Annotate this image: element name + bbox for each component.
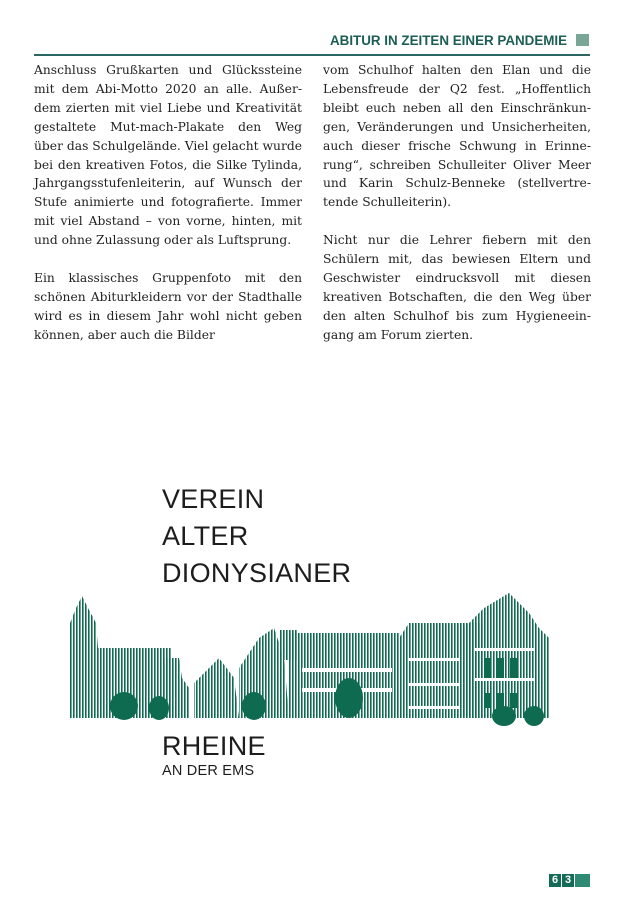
logo-city-subtitle: AN DER EMS bbox=[162, 763, 255, 779]
logo-title-line3: DIONYSIANER bbox=[162, 558, 352, 588]
article-left-column bbox=[34, 61, 302, 363]
logo-city: RHEINE bbox=[162, 731, 266, 761]
article-right-column bbox=[323, 61, 591, 363]
header-title: ABITUR IN ZEITEN EINER PANDEMIE bbox=[330, 33, 568, 48]
logo-title-line1: VEREIN bbox=[162, 484, 265, 514]
page-number bbox=[549, 874, 590, 887]
page-number-decoration bbox=[575, 874, 590, 887]
page-digit: 6 bbox=[549, 874, 561, 887]
paragraph: Nicht nur die Lehrer fiebern mit den Schülern mit, das bewiesen Eltern und Geschwister eindrucksvoll mit diesen kreativen Botschaften, die den Weg über den alten Schulhof bis zum Hygieneeingang am Forum zierten. bbox=[323, 233, 591, 342]
paragraph: vom Schulhof halten den Elan und die Lebensfreude der Q2 fest. „Hoffentlich bleibt euch neben all den Einschränkungen, Veränderungen und Unsicherheiten, auch dieser frische Schwung in Erinnerung“, schreiben Schulleiter Oliver Meer und Karin Schulz-Benneke (stellvertretende Schulleiterin). bbox=[323, 63, 591, 210]
school-skyline-illustration bbox=[64, 588, 564, 728]
logo-title-line2: ALTER bbox=[162, 521, 249, 551]
header-square-decoration bbox=[576, 34, 589, 46]
page-digit: 3 bbox=[562, 874, 574, 887]
header-rule bbox=[34, 54, 590, 56]
paragraph: Anschluss Grußkarten und Glückssteine mit dem Abi-Motto 2020 an alle. Außerdem zierten mit viel Liebe und Kreativität gestaltete Mut-mach-Plakate den Weg über das Schulgelände. Viel gelacht wurde bei den kreativen Fotos, die Silke Tylinda, Jahrgangsstufenleiterin, auf Wunsch der Stufe animierte und fotografierte. Immer mit viel Abstand – von vorne, hinten, mit und ohne Zulassung oder als Luftsprung. bbox=[34, 63, 302, 248]
paragraph: Ein klassisches Gruppenfoto mit den schönen Abiturkleidern vor der Stadthalle wird es in diesem Jahr wohl nicht geben können, aber auch die Bilder bbox=[34, 270, 302, 342]
